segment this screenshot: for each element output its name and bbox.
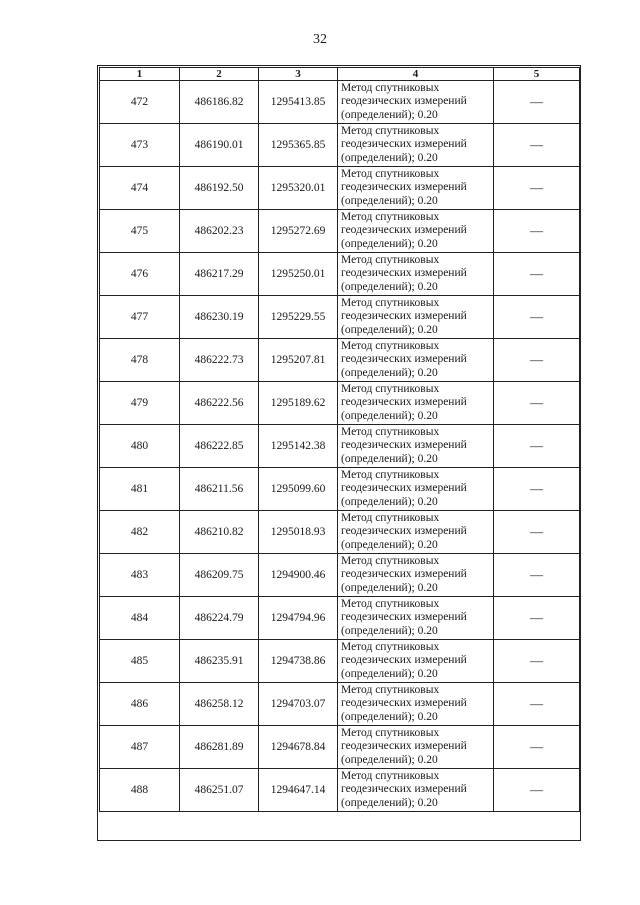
method-line: геодезических измерений: [341, 353, 467, 366]
method-line: Метод спутниковых: [341, 640, 440, 653]
y-coordinate-cell: 1294678.84: [259, 726, 338, 769]
table-row: [100, 339, 580, 382]
method-line: (определений); 0.20: [341, 452, 438, 465]
x-coordinate-cell: 486190.01: [180, 124, 259, 167]
header-col-3: 3: [259, 68, 338, 81]
note-cell: —: [494, 726, 580, 769]
table-row: [100, 296, 580, 339]
method-line: геодезических измерений: [341, 697, 467, 710]
method-line: геодезических измерений: [341, 568, 467, 581]
note-cell: —: [494, 683, 580, 726]
table-row: [100, 511, 580, 554]
method-line: (определений); 0.20: [341, 710, 438, 723]
x-coordinate-cell: 486202.23: [180, 210, 259, 253]
y-coordinate-cell: 1295018.93: [259, 511, 338, 554]
y-coordinate-cell: 1295413.85: [259, 81, 338, 124]
x-coordinate-cell: 486224.79: [180, 597, 259, 640]
method-cell: [338, 124, 494, 167]
note-cell: —: [494, 769, 580, 812]
table-row: [100, 81, 580, 124]
x-coordinate-cell: 486258.12: [180, 683, 259, 726]
point-number-cell: 475: [100, 210, 180, 253]
method-line: (определений); 0.20: [341, 624, 438, 637]
y-coordinate-cell: 1295142.38: [259, 425, 338, 468]
method-line: геодезических измерений: [341, 783, 467, 796]
point-number-cell: 476: [100, 253, 180, 296]
x-coordinate-cell: 486211.56: [180, 468, 259, 511]
table-row: [100, 468, 580, 511]
x-coordinate-cell: 486217.29: [180, 253, 259, 296]
method-line: (определений); 0.20: [341, 538, 438, 551]
note-cell: —: [494, 167, 580, 210]
point-number-cell: 480: [100, 425, 180, 468]
header-col-4: 4: [338, 68, 494, 81]
note-cell: —: [494, 640, 580, 683]
method-line: Метод спутниковых: [341, 726, 440, 739]
method-line: Метод спутниковых: [341, 167, 440, 180]
method-line: (определений); 0.20: [341, 667, 438, 680]
method-line: геодезических измерений: [341, 310, 467, 323]
y-coordinate-cell: 1295099.60: [259, 468, 338, 511]
method-line: (определений); 0.20: [341, 194, 438, 207]
method-line: Метод спутниковых: [341, 124, 440, 137]
x-coordinate-cell: 486235.91: [180, 640, 259, 683]
method-line: геодезических измерений: [341, 396, 467, 409]
point-number-cell: 484: [100, 597, 180, 640]
method-line: Метод спутниковых: [341, 382, 440, 395]
note-cell: —: [494, 296, 580, 339]
note-cell: —: [494, 382, 580, 425]
method-line: (определений); 0.20: [341, 237, 438, 250]
y-coordinate-cell: 1294900.46: [259, 554, 338, 597]
method-line: Метод спутниковых: [341, 554, 440, 567]
x-coordinate-cell: 486222.85: [180, 425, 259, 468]
method-cell: [338, 597, 494, 640]
point-number-cell: 474: [100, 167, 180, 210]
y-coordinate-cell: 1295272.69: [259, 210, 338, 253]
note-cell: —: [494, 124, 580, 167]
table-row: [100, 683, 580, 726]
y-coordinate-cell: 1294703.07: [259, 683, 338, 726]
point-number-cell: 477: [100, 296, 180, 339]
method-cell: [338, 296, 494, 339]
header-col-5: 5: [494, 68, 580, 81]
y-coordinate-cell: 1294647.14: [259, 769, 338, 812]
method-line: Метод спутниковых: [341, 81, 440, 94]
method-cell: [338, 167, 494, 210]
point-number-cell: 486: [100, 683, 180, 726]
method-line: геодезических измерений: [341, 95, 467, 108]
method-cell: [338, 210, 494, 253]
point-number-cell: 478: [100, 339, 180, 382]
y-coordinate-cell: 1295365.85: [259, 124, 338, 167]
method-line: геодезических измерений: [341, 654, 467, 667]
y-coordinate-cell: 1295250.01: [259, 253, 338, 296]
method-line: (определений); 0.20: [341, 753, 438, 766]
method-line: Метод спутниковых: [341, 210, 440, 223]
note-cell: —: [494, 468, 580, 511]
header-col-2: 2: [180, 68, 259, 81]
note-cell: —: [494, 425, 580, 468]
method-line: (определений); 0.20: [341, 151, 438, 164]
note-cell: —: [494, 554, 580, 597]
note-cell: —: [494, 81, 580, 124]
method-line: Метод спутниковых: [341, 597, 440, 610]
note-cell: —: [494, 597, 580, 640]
method-line: (определений); 0.20: [341, 581, 438, 594]
method-line: геодезических измерений: [341, 482, 467, 495]
table-row: [100, 124, 580, 167]
method-cell: [338, 81, 494, 124]
method-cell: [338, 726, 494, 769]
point-number-cell: 482: [100, 511, 180, 554]
method-cell: [338, 640, 494, 683]
y-coordinate-cell: 1295189.62: [259, 382, 338, 425]
method-line: Метод спутниковых: [341, 511, 440, 524]
point-number-cell: 488: [100, 769, 180, 812]
x-coordinate-cell: 486281.89: [180, 726, 259, 769]
method-line: (определений); 0.20: [341, 323, 438, 336]
method-line: (определений); 0.20: [341, 366, 438, 379]
point-number-cell: 479: [100, 382, 180, 425]
method-line: Метод спутниковых: [341, 683, 440, 696]
method-line: Метод спутниковых: [341, 769, 440, 782]
method-line: Метод спутниковых: [341, 339, 440, 352]
method-line: геодезических измерений: [341, 138, 467, 151]
point-number-cell: 481: [100, 468, 180, 511]
point-number-cell: 485: [100, 640, 180, 683]
method-line: Метод спутниковых: [341, 253, 440, 266]
table-row: [100, 597, 580, 640]
note-cell: —: [494, 511, 580, 554]
method-cell: [338, 769, 494, 812]
x-coordinate-cell: 486230.19: [180, 296, 259, 339]
method-cell: [338, 382, 494, 425]
method-cell: [338, 468, 494, 511]
note-cell: —: [494, 253, 580, 296]
method-line: Метод спутниковых: [341, 425, 440, 438]
method-line: (определений); 0.20: [341, 796, 438, 809]
table-row: [100, 726, 580, 769]
point-number-cell: 472: [100, 81, 180, 124]
table-header-row: [100, 68, 580, 81]
y-coordinate-cell: 1295320.01: [259, 167, 338, 210]
method-cell: [338, 425, 494, 468]
method-cell: [338, 511, 494, 554]
method-line: геодезических измерений: [341, 181, 467, 194]
point-number-cell: 473: [100, 124, 180, 167]
page-number: 32: [313, 32, 327, 47]
point-number-cell: 483: [100, 554, 180, 597]
table-body: [100, 81, 580, 812]
table-row: [100, 769, 580, 812]
header-col-1: 1: [100, 68, 180, 81]
method-line: (определений); 0.20: [341, 495, 438, 508]
method-cell: [338, 339, 494, 382]
y-coordinate-cell: 1294794.96: [259, 597, 338, 640]
x-coordinate-cell: 486209.75: [180, 554, 259, 597]
note-cell: —: [494, 339, 580, 382]
method-line: геодезических измерений: [341, 740, 467, 753]
table-row: [100, 425, 580, 468]
x-coordinate-cell: 486222.56: [180, 382, 259, 425]
table-row: [100, 253, 580, 296]
method-line: (определений); 0.20: [341, 108, 438, 121]
y-coordinate-cell: 1294738.86: [259, 640, 338, 683]
x-coordinate-cell: 486210.82: [180, 511, 259, 554]
table-row: [100, 210, 580, 253]
table-row: [100, 554, 580, 597]
table-row: [100, 640, 580, 683]
x-coordinate-cell: 486251.07: [180, 769, 259, 812]
note-cell: —: [494, 210, 580, 253]
y-coordinate-cell: 1295207.81: [259, 339, 338, 382]
method-cell: [338, 554, 494, 597]
method-line: геодезических измерений: [341, 611, 467, 624]
method-line: геодезических измерений: [341, 224, 467, 237]
method-cell: [338, 253, 494, 296]
method-line: геодезических измерений: [341, 525, 467, 538]
y-coordinate-cell: 1295229.55: [259, 296, 338, 339]
method-line: Метод спутниковых: [341, 296, 440, 309]
x-coordinate-cell: 486186.82: [180, 81, 259, 124]
method-line: геодезических измерений: [341, 267, 467, 280]
method-line: геодезических измерений: [341, 439, 467, 452]
method-line: Метод спутниковых: [341, 468, 440, 481]
x-coordinate-cell: 486222.73: [180, 339, 259, 382]
coordinates-table: [99, 67, 580, 812]
table-row: [100, 382, 580, 425]
point-number-cell: 487: [100, 726, 180, 769]
method-line: (определений); 0.20: [341, 280, 438, 293]
table-row: [100, 167, 580, 210]
method-line: (определений); 0.20: [341, 409, 438, 422]
x-coordinate-cell: 486192.50: [180, 167, 259, 210]
method-cell: [338, 683, 494, 726]
